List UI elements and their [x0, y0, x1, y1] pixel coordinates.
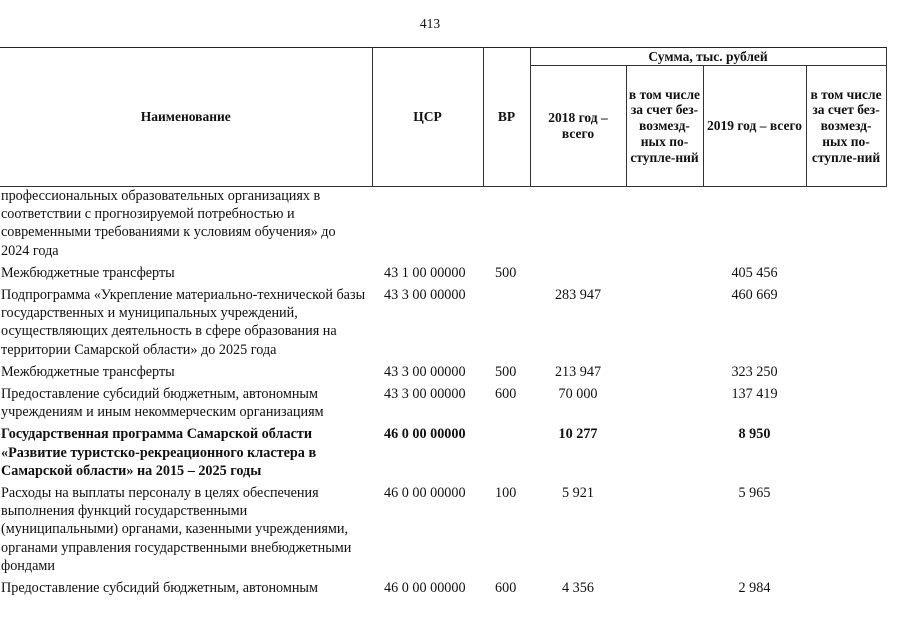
table-row: [0, 187, 886, 260]
table-header: [0, 48, 886, 187]
row-2019-grants: [806, 260, 886, 282]
budget-table: [0, 47, 887, 597]
row-csr: 46 0 00 00000: [384, 426, 466, 443]
row-2019-total: 8 950: [738, 426, 771, 443]
table-row: [0, 260, 886, 282]
row-2019-grants: [806, 421, 886, 480]
row-name: профессиональных образовательных организациях в соответствии с прогнозируемой потребностью и современными требованиями к условиям обучения» до 2024 года: [1, 188, 336, 259]
header-vr: ВР: [483, 48, 530, 187]
header-2019-total: 2019 год – всего: [703, 66, 806, 187]
row-vr: 600: [495, 580, 517, 597]
table-row: [0, 381, 886, 421]
row-2018-grants: [626, 282, 703, 359]
row-2018-total: 10 277: [558, 426, 598, 443]
row-2019-total: 137 419: [731, 386, 778, 403]
row-2018-grants: [626, 187, 703, 260]
row-name: Предоставление субсидий бюджетным, автономным: [1, 580, 318, 597]
row-2019-total: 323 250: [731, 363, 778, 380]
row-name: Межбюджетные трансферты: [1, 363, 175, 380]
table-row: [0, 480, 886, 575]
header-name: Наименование: [0, 48, 372, 187]
row-2018-grants: [626, 480, 703, 575]
row-2019-grants: [806, 359, 886, 381]
row-2018-total: 4 356: [562, 580, 594, 597]
row-csr: 43 3 00 00000: [384, 287, 466, 304]
row-vr: [483, 187, 530, 260]
row-2018-total: [530, 260, 626, 282]
row-2018-total: 283 947: [554, 287, 602, 304]
row-2018-grants: [626, 421, 703, 480]
row-name: Предоставление субсидий бюджетным, автономным учреждениям и иным некоммерческим организациям: [1, 386, 324, 421]
page-number: 413: [419, 16, 441, 31]
row-csr: 46 0 00 00000: [384, 485, 466, 502]
header-2018-total: 2018 год – всего: [530, 66, 626, 187]
row-2019-total: [703, 187, 806, 260]
table-row: [0, 575, 886, 597]
row-vr: [483, 421, 530, 480]
table-row: [0, 421, 886, 480]
row-csr: 43 3 00 00000: [384, 386, 466, 403]
table-body: [0, 187, 886, 598]
row-2018-grants: [626, 381, 703, 421]
row-2019-grants: [806, 381, 886, 421]
header-2019-grants: в том числе за счет без-возмезд-ных по-ступле-ний: [806, 66, 886, 187]
row-csr: 46 0 00 00000: [384, 580, 466, 597]
header-2018-grants: в том числе за счет без-возмезд-ных по-ступле-ний: [626, 66, 703, 187]
row-2018-total: 213 947: [554, 363, 602, 380]
row-csr: 43 3 00 00000: [384, 363, 466, 380]
row-name: Подпрограмма «Укрепление материально-технической базы государственных и муниципальных учреждений, осуществляющих деятельность в сфере образования на территории Самарской области» до 2025 года: [1, 287, 366, 358]
row-2018-total: 5 921: [562, 485, 594, 502]
row-2019-grants: [806, 187, 886, 260]
row-2019-total: 2 984: [738, 580, 771, 597]
row-name: Межбюджетные трансферты: [1, 264, 175, 281]
row-2018-total: 70 000: [558, 386, 598, 403]
row-2018-grants: [626, 575, 703, 597]
row-csr: 43 1 00 00000: [384, 264, 466, 281]
row-csr: [372, 187, 483, 260]
table-row: [0, 282, 886, 359]
header-sum-group: Сумма, тыс. рублей: [530, 48, 886, 66]
row-vr: 500: [495, 264, 517, 281]
row-2019-grants: [806, 282, 886, 359]
table-row: [0, 359, 886, 381]
row-vr: 500: [495, 363, 517, 380]
row-vr: 100: [495, 485, 517, 502]
row-2018-total: [530, 187, 626, 260]
header-csr: ЦСР: [372, 48, 483, 187]
row-2019-grants: [806, 575, 886, 597]
row-2019-total: 405 456: [731, 264, 778, 281]
row-vr: [483, 282, 530, 359]
row-name: Государственная программа Самарской области «Развитие туристско-рекреационного кластера в Самарской области» на 2015 – 2025 годы: [1, 426, 317, 479]
row-name: Расходы на выплаты персоналу в целях обеспечения выполнения функций государственными (муниципальными) органами, казенными учреждениями, органами управления государственными внебюджетными фондами: [1, 485, 352, 574]
row-2019-grants: [806, 480, 886, 575]
row-2019-total: 5 965: [738, 485, 771, 502]
row-2018-grants: [626, 260, 703, 282]
row-vr: 600: [495, 386, 517, 403]
row-2018-grants: [626, 359, 703, 381]
row-2019-total: 460 669: [731, 287, 778, 304]
